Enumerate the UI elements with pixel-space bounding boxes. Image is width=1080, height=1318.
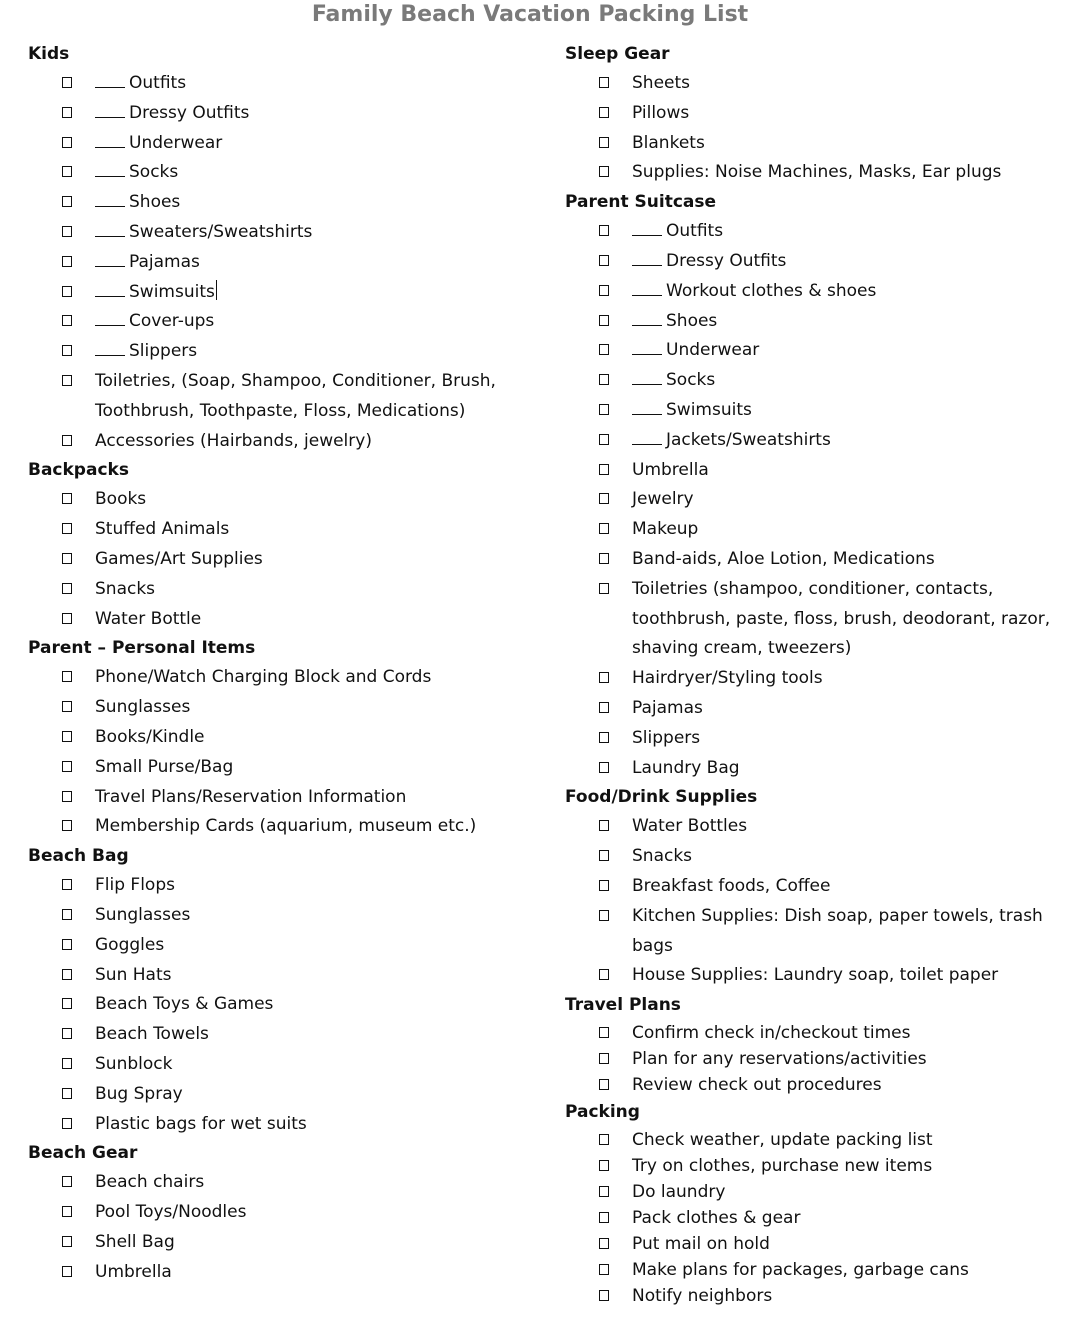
checklist-item [28, 248, 548, 278]
section-heading-travel-plans: Travel Plans [565, 995, 681, 1016]
checklist-item [28, 307, 548, 337]
checklist-item [28, 663, 548, 693]
checkbox-icon[interactable] [62, 435, 72, 446]
quantity-blank-line [95, 281, 125, 297]
item-label: Breakfast foods, Coffee [632, 875, 831, 896]
item-label: Pack clothes & gear [632, 1208, 801, 1229]
item-label: Accessories (Hairbands, jewelry) [95, 430, 372, 451]
checkbox-icon[interactable] [62, 761, 72, 772]
checkbox-icon[interactable] [599, 1238, 609, 1249]
checkbox-icon[interactable] [62, 77, 72, 88]
checkbox-icon[interactable] [599, 1027, 609, 1038]
checkbox-icon[interactable] [599, 1212, 609, 1223]
item-label: House Supplies: Laundry soap, toilet paper [632, 965, 999, 986]
item-label: Review check out procedures [632, 1075, 882, 1096]
quantity-blank-line [95, 251, 125, 267]
checklist-item [28, 723, 548, 753]
checkbox-icon[interactable] [599, 523, 609, 534]
item-label: Supplies: Noise Machines, Masks, Ear plugs [632, 162, 1002, 183]
checkbox-icon[interactable] [599, 374, 609, 385]
checklist-item [28, 69, 548, 99]
checkbox-icon[interactable] [62, 315, 72, 326]
checklist-item [28, 545, 548, 575]
checkbox-icon[interactable] [599, 553, 609, 564]
checkbox-icon[interactable] [599, 255, 609, 266]
checkbox-icon[interactable] [599, 820, 609, 831]
quantity-blank-line [632, 339, 662, 355]
right-column [565, 40, 1060, 1309]
item-label: Sun Hats [95, 964, 172, 985]
item-label: Shell Bag [95, 1231, 175, 1252]
checkbox-icon[interactable] [599, 1186, 609, 1197]
checklist-item [565, 277, 1060, 307]
checkbox-icon[interactable] [599, 880, 609, 891]
item-label: Put mail on hold [632, 1234, 770, 1255]
checkbox-icon[interactable] [62, 909, 72, 920]
item-label: Books [95, 489, 147, 510]
checklist-item [28, 218, 548, 248]
checklist-item [28, 427, 548, 457]
checkbox-icon[interactable] [62, 879, 72, 890]
item-label: Band-aids, Aloe Lotion, Medications [632, 548, 935, 569]
checkbox-icon[interactable] [599, 1134, 609, 1145]
checklist-item [565, 1257, 1060, 1283]
checklist-item [28, 783, 548, 813]
item-label: Small Purse/Bag [95, 756, 234, 777]
checklist-item [28, 1258, 548, 1288]
checkbox-icon[interactable] [62, 345, 72, 356]
checklist-item [28, 188, 548, 218]
checkbox-icon[interactable] [62, 1058, 72, 1069]
checklist-item [28, 605, 548, 635]
checkbox-icon[interactable] [599, 762, 609, 773]
item-label: Umbrella [632, 459, 709, 480]
checkbox-icon[interactable] [599, 404, 609, 415]
checklist-item [565, 1127, 1060, 1153]
item-label: Beach Towels [95, 1024, 209, 1045]
checklist-item [565, 724, 1060, 754]
checklist-item [28, 129, 548, 159]
checkbox-icon[interactable] [62, 939, 72, 950]
checklist-item [28, 158, 548, 188]
checklist-item [28, 1050, 548, 1080]
checkbox-icon[interactable] [599, 225, 609, 236]
checkbox-icon[interactable] [599, 732, 609, 743]
checkbox-icon[interactable] [599, 107, 609, 118]
checkbox-icon[interactable] [599, 434, 609, 445]
item-label: Hairdryer/Styling tools [632, 668, 823, 689]
checkbox-icon[interactable] [62, 1088, 72, 1099]
item-label: Sunglasses [95, 904, 191, 925]
checkbox-icon[interactable] [62, 731, 72, 742]
checklist-item [565, 426, 1060, 456]
checkbox-icon[interactable] [599, 969, 609, 980]
checkbox-icon[interactable] [599, 1160, 609, 1171]
left-column [28, 40, 548, 1287]
checklist-item [28, 515, 548, 545]
checkbox-icon[interactable] [599, 315, 609, 326]
checklist-item [565, 1179, 1060, 1205]
checkbox-icon[interactable] [599, 285, 609, 296]
checklist-item [565, 485, 1060, 515]
checklist-item [565, 872, 1060, 902]
item-label: Plastic bags for wet suits [95, 1113, 307, 1134]
checkbox-icon[interactable] [599, 672, 609, 683]
item-label: Confirm check in/checkout times [632, 1023, 911, 1044]
quantity-blank-line [95, 72, 125, 88]
item-label: Swimsuits [666, 399, 752, 420]
checkbox-icon[interactable] [62, 1176, 72, 1187]
checklist-item [565, 247, 1060, 277]
item-label: Phone/Watch Charging Block and Cords [95, 667, 432, 688]
quantity-blank-line [632, 280, 662, 296]
item-label: Toiletries (shampoo, conditioner, contacts, toothbrush, paste, floss, brush, deodorant, razor, shaving cream, tweezers) [632, 578, 1051, 659]
item-label: Sweaters/Sweatshirts [129, 221, 313, 242]
checklist-item [28, 753, 548, 783]
checklist-item [28, 337, 548, 367]
checklist-item [28, 1198, 548, 1228]
quantity-blank-line [632, 310, 662, 326]
checkbox-icon[interactable] [599, 166, 609, 177]
checklist-item [565, 1046, 1060, 1072]
item-label: Do laundry [632, 1182, 726, 1203]
item-label: Outfits [129, 73, 187, 93]
checkbox-icon[interactable] [599, 1053, 609, 1064]
checkbox-icon[interactable] [62, 523, 72, 534]
checkbox-icon[interactable] [62, 998, 72, 1009]
checklist-item [28, 961, 548, 991]
checklist-item [565, 1153, 1060, 1179]
checkbox-icon[interactable] [62, 1236, 72, 1247]
checkbox-icon[interactable] [62, 553, 72, 564]
item-label: Pajamas [632, 697, 703, 718]
checklist-item [565, 1020, 1060, 1046]
section-heading-parent-personal-items: Parent – Personal Items [28, 638, 256, 659]
item-label: Beach Toys & Games [95, 994, 274, 1015]
checklist-item [565, 545, 1060, 575]
checkbox-icon[interactable] [62, 493, 72, 504]
checklist-item [28, 367, 548, 427]
quantity-blank-line [95, 310, 125, 326]
checklist-item [565, 575, 1060, 664]
section-heading-kids: Kids [28, 44, 70, 64]
section-heading-beach-bag: Beach Bag [28, 846, 129, 867]
checklist-item [565, 307, 1060, 337]
item-label: Toiletries, (Soap, Shampoo, Conditioner, Brush, Toothbrush, Toothpaste, Floss, Medications) [95, 370, 496, 421]
item-label: Goggles [95, 934, 165, 955]
checkbox-icon[interactable] [599, 493, 609, 504]
item-label: Bug Spray [95, 1083, 183, 1104]
checkbox-icon[interactable] [62, 286, 72, 297]
checklist-item [28, 1110, 548, 1140]
checklist-item [28, 990, 548, 1020]
text-cursor [216, 280, 218, 300]
checkbox-icon[interactable] [599, 1079, 609, 1090]
checklist-item [28, 812, 548, 842]
item-label: Flip Flops [95, 875, 175, 896]
item-label: Makeup [632, 519, 699, 540]
checklist-item [28, 1168, 548, 1198]
item-label: Umbrella [95, 1261, 172, 1282]
checklist-item [565, 336, 1060, 366]
checkbox-icon[interactable] [62, 226, 72, 237]
checklist-item [565, 812, 1060, 842]
item-label: Stuffed Animals [95, 519, 230, 540]
checkbox-icon[interactable] [62, 1118, 72, 1129]
checkbox-icon[interactable] [62, 137, 72, 148]
quantity-blank-line [95, 340, 125, 356]
checklist-item [28, 901, 548, 931]
checkbox-icon[interactable] [599, 77, 609, 88]
checklist-item [565, 902, 1060, 962]
checkbox-icon[interactable] [62, 583, 72, 594]
quantity-blank-line [632, 220, 662, 236]
checklist-item [565, 961, 1060, 991]
item-label: Dressy Outfits [666, 250, 787, 271]
checkbox-icon[interactable] [62, 791, 72, 802]
item-label: Sunglasses [95, 697, 191, 718]
quantity-blank-line [632, 369, 662, 385]
checklist-item [28, 485, 548, 515]
checklist-item [565, 694, 1060, 724]
checklist-item [565, 1072, 1060, 1098]
checklist-item [28, 1228, 548, 1258]
item-label: Swimsuits [129, 281, 215, 302]
item-label: Notify neighbors [632, 1286, 773, 1307]
section-heading-parent-suitcase: Parent Suitcase [565, 192, 717, 213]
checkbox-icon[interactable] [599, 344, 609, 355]
section-heading-sleep-gear: Sleep Gear [565, 44, 670, 64]
checklist-item [565, 515, 1060, 545]
item-label: Water Bottle [95, 608, 202, 629]
checkbox-icon[interactable] [62, 166, 72, 177]
checkbox-icon[interactable] [599, 464, 609, 475]
checkbox-icon[interactable] [62, 613, 72, 624]
checklist-item [565, 754, 1060, 784]
item-label: Jackets/Sweatshirts [666, 429, 831, 450]
quantity-blank-line [95, 132, 125, 148]
item-label: Dressy Outfits [129, 102, 250, 123]
section-heading-backpacks: Backpacks [28, 460, 129, 481]
item-label: Sunblock [95, 1053, 173, 1074]
item-label: Pillows [632, 102, 690, 123]
checkbox-icon[interactable] [599, 910, 609, 921]
checklist-item [28, 693, 548, 723]
item-label: Check weather, update packing list [632, 1130, 933, 1151]
item-label: Blankets [632, 132, 705, 153]
item-label: Underwear [129, 132, 223, 153]
item-label: Snacks [632, 846, 693, 867]
checklist-item [565, 1283, 1060, 1309]
checklist-item [565, 396, 1060, 426]
item-label: Socks [129, 162, 179, 183]
quantity-blank-line [632, 399, 662, 415]
checkbox-icon[interactable] [62, 701, 72, 712]
checklist-item [565, 366, 1060, 396]
checkbox-icon[interactable] [62, 1028, 72, 1039]
item-label: Travel Plans/Reservation Information [95, 786, 407, 807]
checklist-item [565, 158, 1060, 188]
item-label: Workout clothes & shoes [666, 280, 877, 301]
checklist-item [565, 99, 1060, 129]
checklist-item [565, 456, 1060, 486]
quantity-blank-line [95, 191, 125, 207]
item-label: Cover-ups [129, 311, 215, 332]
section-heading-packing: Packing [565, 1102, 640, 1123]
item-label: Outfits [666, 221, 724, 242]
item-label: Water Bottles [632, 816, 748, 837]
checklist-item [565, 69, 1060, 99]
item-label: Underwear [666, 340, 760, 361]
item-label: Games/Art Supplies [95, 548, 263, 569]
checkbox-icon[interactable] [62, 196, 72, 207]
checkbox-icon[interactable] [599, 702, 609, 713]
item-label: Slippers [129, 341, 198, 362]
checklist-item [28, 1020, 548, 1050]
checkbox-icon[interactable] [62, 375, 72, 386]
checklist-item [565, 217, 1060, 247]
quantity-blank-line [95, 102, 125, 118]
item-label: Slippers [632, 727, 701, 748]
section-heading-food-drink-supplies: Food/Drink Supplies [565, 787, 758, 808]
checkbox-icon[interactable] [62, 256, 72, 267]
item-label: Sheets [632, 73, 691, 93]
checklist-item [28, 575, 548, 605]
item-label: Kitchen Supplies: Dish soap, paper towels, trash bags [632, 905, 1043, 956]
checklist-item [28, 1080, 548, 1110]
item-label: Jewelry [632, 489, 694, 510]
item-label: Pool Toys/Noodles [95, 1202, 247, 1223]
item-label: Try on clothes, purchase new items [632, 1156, 933, 1177]
checklist-item [565, 842, 1060, 872]
item-label: Laundry Bag [632, 757, 740, 778]
item-label: Make plans for packages, garbage cans [632, 1260, 969, 1281]
checkbox-icon[interactable] [599, 1290, 609, 1301]
checkbox-icon[interactable] [599, 137, 609, 148]
checkbox-icon[interactable] [62, 671, 72, 682]
checkbox-icon[interactable] [599, 583, 609, 594]
checklist-item [28, 871, 548, 901]
quantity-blank-line [632, 429, 662, 445]
checklist-item [565, 1231, 1060, 1257]
checklist-item [565, 664, 1060, 694]
checklist-item [28, 278, 548, 308]
checkbox-icon[interactable] [62, 969, 72, 980]
item-label: Beach chairs [95, 1172, 205, 1193]
checklist-item [28, 99, 548, 129]
checkbox-icon[interactable] [62, 1266, 72, 1277]
page-title: Family Beach Vacation Packing List [311, 2, 749, 27]
quantity-blank-line [95, 221, 125, 237]
checkbox-icon[interactable] [62, 1206, 72, 1217]
item-label: Books/Kindle [95, 726, 205, 747]
item-label: Membership Cards (aquarium, museum etc.) [95, 816, 477, 837]
checklist-item [565, 1205, 1060, 1231]
section-heading-beach-gear: Beach Gear [28, 1143, 138, 1164]
quantity-blank-line [95, 161, 125, 177]
checklist-item [28, 931, 548, 961]
checklist-item [565, 129, 1060, 159]
item-label: Plan for any reservations/activities [632, 1049, 927, 1070]
checkbox-icon[interactable] [599, 1264, 609, 1275]
checkbox-icon[interactable] [62, 107, 72, 118]
item-label: Shoes [129, 192, 181, 213]
item-label: Socks [666, 370, 716, 391]
checkbox-icon[interactable] [599, 850, 609, 861]
item-label: Snacks [95, 578, 156, 599]
item-label: Pajamas [129, 251, 200, 272]
checkbox-icon[interactable] [62, 820, 72, 831]
quantity-blank-line [632, 250, 662, 266]
item-label: Shoes [666, 310, 718, 331]
